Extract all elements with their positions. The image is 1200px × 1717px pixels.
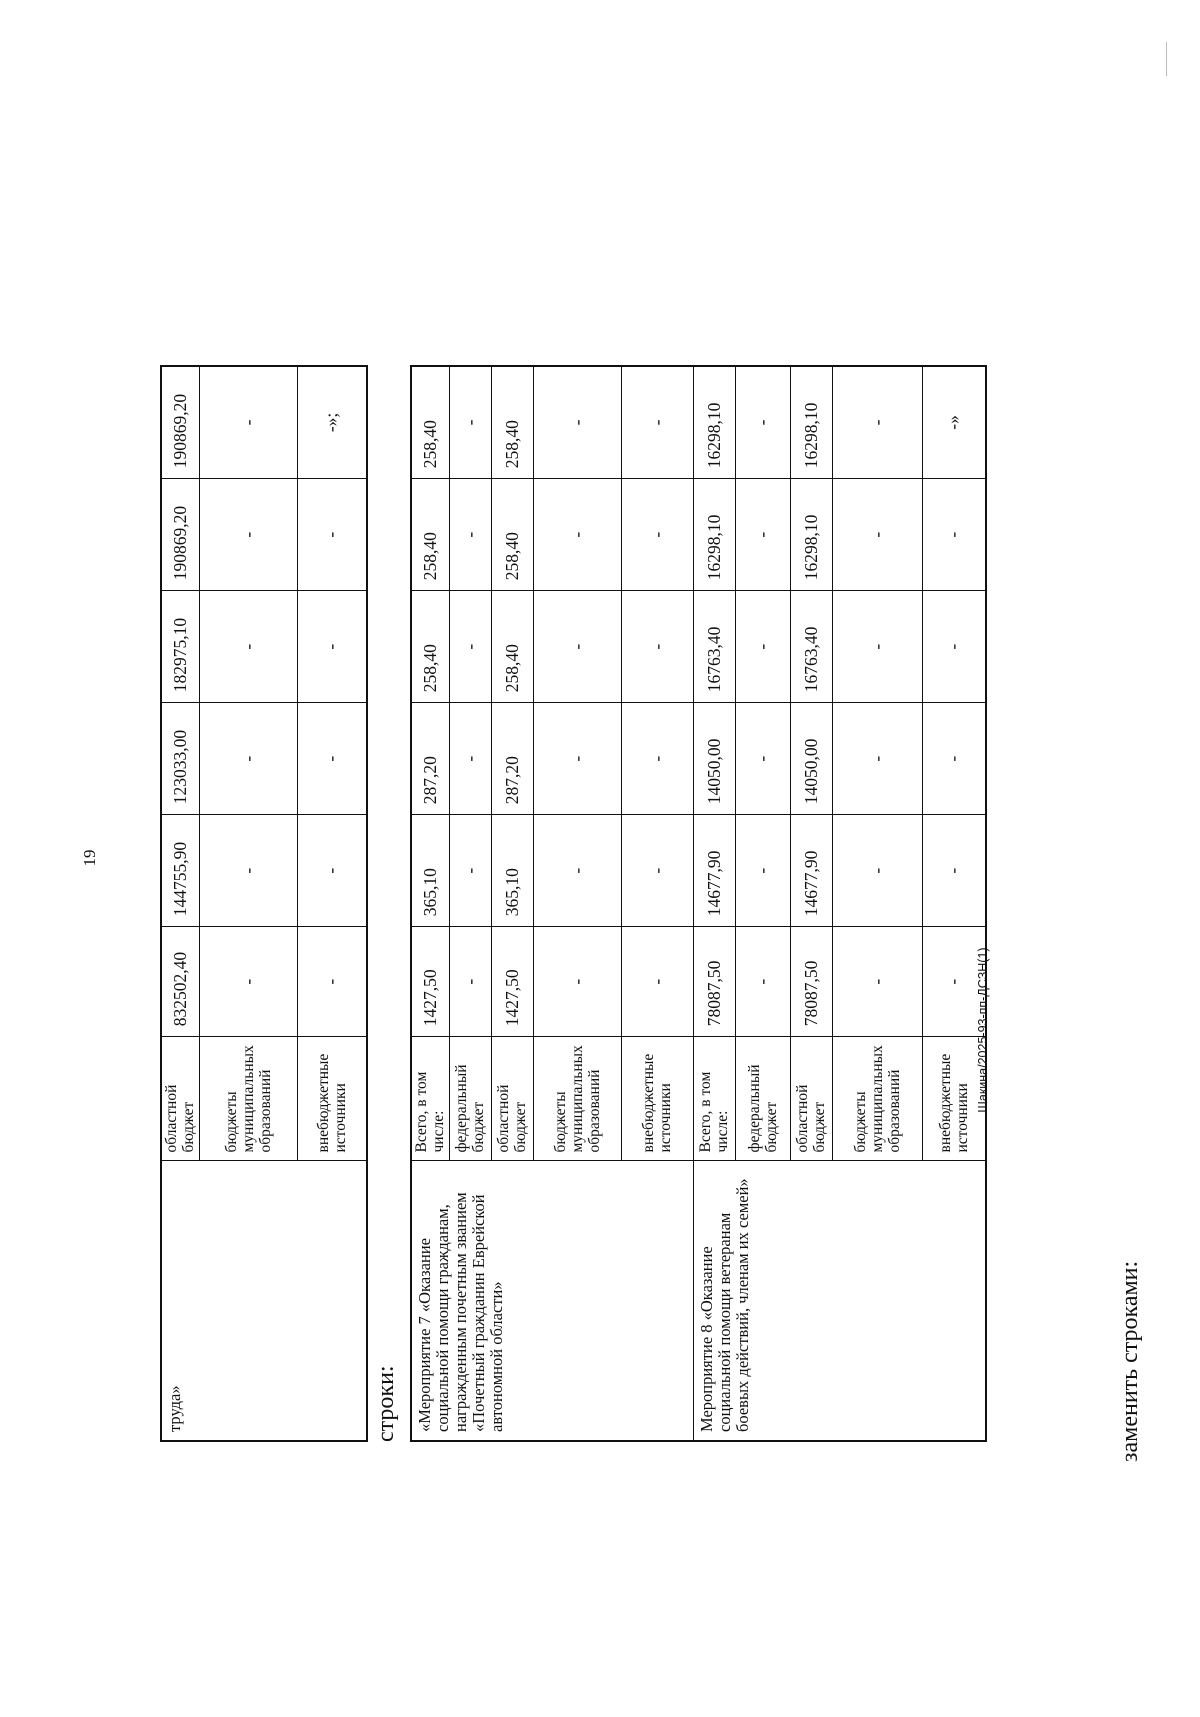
value-cell: - [533, 815, 621, 927]
source-cell: бюджеты муниципальных образований [199, 1037, 297, 1161]
value-cell: - [922, 815, 986, 927]
value-cell: - [735, 703, 790, 815]
value-cell: - [297, 591, 367, 703]
value-cell: - [922, 591, 986, 703]
value-cell: - [533, 703, 621, 815]
measure-name-cell: «Мероприятие 7 «Оказание социальной помощи гражданам, награжденным почетным званием «Почетный гражданин Еврейской автономной области» [411, 1161, 693, 1441]
value-cell: 287,20 [491, 703, 533, 815]
value-cell: - [621, 927, 693, 1037]
value-cell: - [199, 479, 297, 591]
value-cell: 14677,90 [790, 815, 832, 927]
source-cell: внебюджетные источники [922, 1037, 986, 1161]
value-cell: 258,40 [491, 479, 533, 591]
value-cell: 14050,00 [790, 703, 832, 815]
value-cell: 1427,50 [491, 927, 533, 1037]
value-cell: 287,20 [411, 703, 449, 815]
value-cell: 190869,20 [161, 366, 199, 479]
table-row [693, 366, 735, 1441]
value-cell: - [735, 366, 790, 479]
source-cell: бюджеты муниципальных образований [533, 1037, 621, 1161]
value-cell: 258,40 [411, 591, 449, 703]
value-cell: - [449, 703, 491, 815]
source-cell: федеральный бюджет [449, 1037, 491, 1161]
value-cell: 14677,90 [693, 815, 735, 927]
value-cell: 258,40 [411, 479, 449, 591]
value-cell: - [735, 815, 790, 927]
value-cell: 258,40 [491, 366, 533, 479]
table-row [411, 366, 449, 1441]
value-cell: 16763,40 [693, 591, 735, 703]
value-cell: - [922, 927, 986, 1037]
source-cell: областной бюджет [161, 1037, 199, 1161]
source-cell: внебюджетные источники [621, 1037, 693, 1161]
value-cell: 832502,40 [161, 927, 199, 1037]
source-cell: Всего, в том числе: [693, 1037, 735, 1161]
value-cell: 78087,50 [790, 927, 832, 1037]
value-cell: - [832, 703, 922, 815]
value-cell: - [199, 815, 297, 927]
value-cell: -»; [297, 366, 367, 479]
source-cell: бюджеты муниципальных образований [832, 1037, 922, 1161]
replace-label: заменить строками: [1117, 1260, 1143, 1462]
value-cell: - [735, 591, 790, 703]
value-cell: - [621, 479, 693, 591]
value-cell: 365,10 [411, 815, 449, 927]
value-cell: - [297, 927, 367, 1037]
value-cell: - [199, 703, 297, 815]
source-cell: областной бюджет [790, 1037, 832, 1161]
value-cell: 365,10 [491, 815, 533, 927]
table-row [161, 366, 199, 1441]
value-cell: - [621, 366, 693, 479]
value-cell: 16298,10 [693, 479, 735, 591]
value-cell: - [449, 479, 491, 591]
value-cell: - [449, 927, 491, 1037]
value-cell: 16298,10 [693, 366, 735, 479]
measure-name-cell: труда» [161, 1161, 367, 1441]
value-cell: - [449, 815, 491, 927]
source-cell: внебюджетные источники [297, 1037, 367, 1161]
value-cell: 123033,00 [161, 703, 199, 815]
value-cell: 258,40 [411, 366, 449, 479]
value-cell: 258,40 [491, 591, 533, 703]
value-cell: - [922, 479, 986, 591]
value-cell: - [735, 927, 790, 1037]
value-cell: - [199, 927, 297, 1037]
value-cell: 144755,90 [161, 815, 199, 927]
document-code: Шакина/2025-93-пп-ДСЗН(1) [976, 947, 990, 1113]
value-cell: - [533, 479, 621, 591]
value-cell: - [832, 479, 922, 591]
value-cell: - [832, 366, 922, 479]
value-cell: -» [922, 366, 986, 479]
value-cell: 190869,20 [161, 479, 199, 591]
value-cell: 78087,50 [693, 927, 735, 1037]
value-cell: - [922, 703, 986, 815]
value-cell: - [533, 927, 621, 1037]
lines-label: строки: [373, 1365, 399, 1442]
page-number: 19 [80, 849, 99, 867]
value-cell: - [199, 591, 297, 703]
value-cell: - [735, 479, 790, 591]
value-cell: - [832, 815, 922, 927]
measure-name-cell: Мероприятие 8 «Оказание социальной помощи ветеранам боевых действий, членам их семей» [693, 1161, 986, 1441]
value-cell: 1427,50 [411, 927, 449, 1037]
value-cell: - [533, 366, 621, 479]
value-cell: 16763,40 [790, 591, 832, 703]
value-cell: - [832, 927, 922, 1037]
value-cell: 16298,10 [790, 366, 832, 479]
value-cell: - [297, 815, 367, 927]
value-cell: - [449, 366, 491, 479]
table-main [410, 365, 987, 1442]
value-cell: - [297, 703, 367, 815]
value-cell: - [533, 591, 621, 703]
value-cell: - [621, 591, 693, 703]
value-cell: - [832, 591, 922, 703]
source-cell: Всего, в том числе: [411, 1037, 449, 1161]
table-top [160, 365, 368, 1442]
value-cell: - [621, 815, 693, 927]
value-cell: - [199, 366, 297, 479]
source-cell: федеральный бюджет [735, 1037, 790, 1161]
value-cell: 14050,00 [693, 703, 735, 815]
value-cell: 182975,10 [161, 591, 199, 703]
value-cell: - [621, 703, 693, 815]
value-cell: - [449, 591, 491, 703]
value-cell: - [297, 479, 367, 591]
value-cell: 16298,10 [790, 479, 832, 591]
source-cell: областной бюджет [491, 1037, 533, 1161]
